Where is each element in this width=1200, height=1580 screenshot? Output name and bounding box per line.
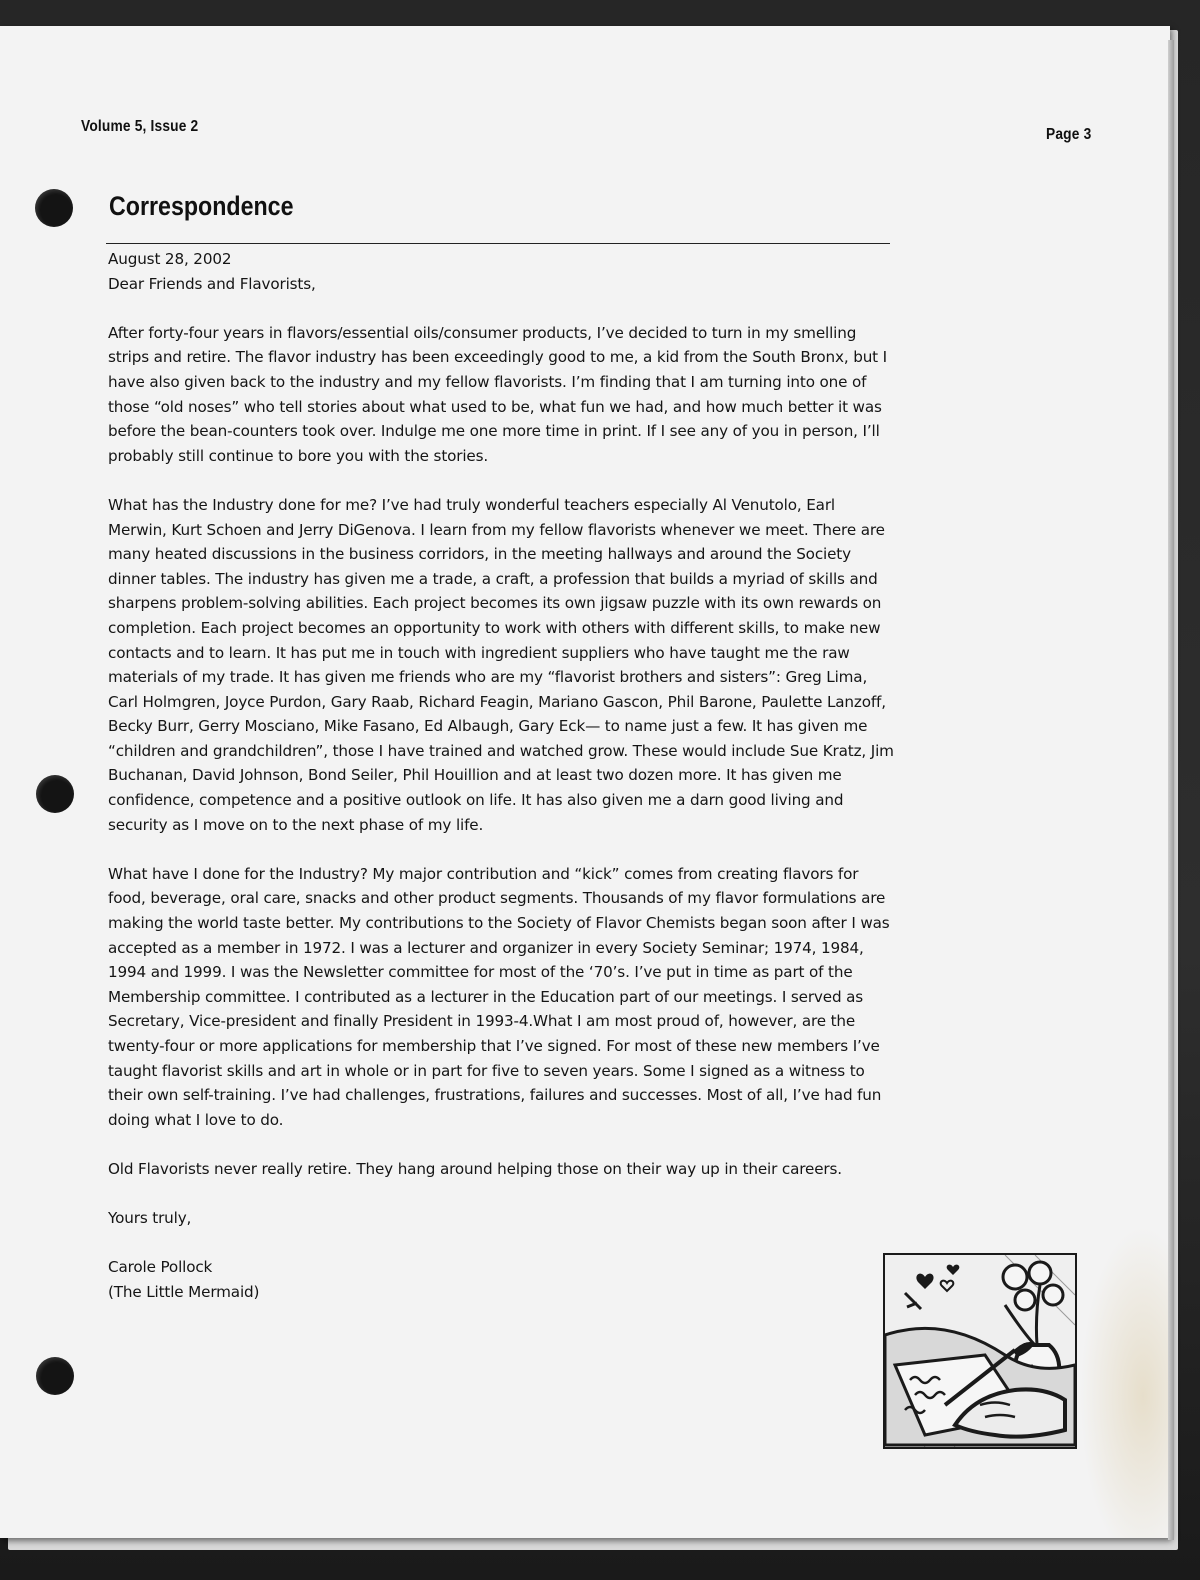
punch-hole-middle (36, 775, 74, 813)
volume-issue-label: Volume 5, Issue 2 (81, 118, 199, 135)
letter-closing: Yours truly, (108, 1209, 192, 1228)
letter-body (108, 247, 898, 1305)
punch-hole-top (35, 189, 73, 227)
title-divider (106, 243, 890, 244)
hand-writing-with-quill-and-flower-vase-icon (883, 1253, 1077, 1449)
letter-salutation: Dear Friends and Flavorists, (108, 274, 316, 293)
letter-paragraph: What has the Industry done for me? I’ve had truly wonderful teachers especially Al Venutolo, Earl Merwin, Kurt Schoen and Jerry DiGenova. I learn from my fellow flavorists whenever we meet. There are many heated discussions in the business corridors, in the meeting hallways and around the Society dinner tables. The industry has given me a trade, a craft, a profession that builds a myriad of skills and sharpens problem-solving abilities. Each project becomes its own jigsaw puzzle with its own rewards on completion. Each project becomes an opportunity to work with others with different skills, to make new contacts and to learn. It has put me in touch with ingredient suppliers who have taught me the raw materials of my trade. It has given me friends who are my “flavorist brothers and sisters”: Greg Lima, Carl Holmgren, Joyce Purdon, Gary Raab, Richard Feagin, Mariano Gascon, Phil Barone, Paulette Lanzoff, Becky Burr, Gerry Mosciano, Mike Fasano, Ed Albaugh, Gary Eck— to name just a few. It has given me “children and grandchildren”, those I have trained and watched grow. These would include Sue Kratz, Jim Buchanan, David Johnson, Bond Seiler, Phil Houillion and at least two dozen more. It has given me confidence, competence and a positive outlook on life. It has also given me a darn good living and security as I move on to the next phase of my life. (108, 495, 894, 834)
section-title: Correspondence (109, 191, 294, 221)
letter-paragraph: What have I done for the Industry? My major contribution and “kick” comes from creating flavors for food, beverage, oral care, snacks and other product segments. Thousands of my flavor formulations are making the world taste better. My contributions to the Society of Flavor Chemists began soon after I was accepted as a member in 1972. I was a lecturer and organizer in every Society Seminar; 1974, 1984, 1994 and 1999. I was the Newsletter committee for most of the ‘70’s. I’ve put in time as part of the Membership committee. I contributed as a lecturer in the Education part of our meetings. I served as Secretary, Vice-president and finally President in 1993-4.What I am most proud of, however, are the twenty-four or more applications for membership that I’ve signed. For most of these new members I’ve taught flavorist skills and art in whole or in part for five to seven years. Some I signed as a witness to their own self-training. I’ve had challenges, frustrations, failures and successes. Most of all, I’ve had fun doing what I love to do. (108, 864, 890, 1129)
paper-stain (1080, 1226, 1170, 1538)
page-stack-edge (1168, 40, 1174, 1540)
letter-paragraph: After forty-four years in flavors/essential oils/consumer products, I’ve decided to turn in my smelling strips and retire. The flavor industry has been exceedingly good to me, a kid from the South Bronx, but I have also given back to the industry and my fellow flavorists. I’m finding that I am turning into one of those “old noses” who tell stories about what used to be, what fun we had, and how much better it was before the bean-counters took over. Indulge me one more time in print. If I see any of you in person, I’ll probably still continue to bore you with the stories. (108, 323, 887, 465)
page-number-label: Page 3 (1046, 126, 1092, 143)
letter-date: August 28, 2002 (108, 250, 232, 268)
punch-hole-bottom (36, 1357, 74, 1395)
signature-alias: (The Little Mermaid) (108, 1282, 260, 1301)
signature-name: Carole Pollock (108, 1258, 213, 1277)
newsletter-page (0, 26, 1170, 1538)
letter-paragraph: Old Flavorists never really retire. They hang around helping those on their way up in their careers. (108, 1159, 842, 1178)
